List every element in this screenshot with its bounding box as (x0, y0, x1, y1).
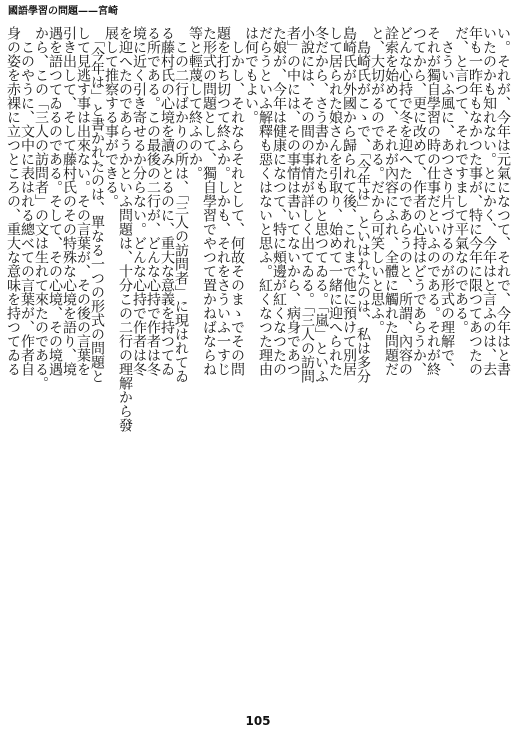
text-column: さういふ風に、あつさり片づけるのが形式の理解で、 (439, 26, 455, 376)
text-column: 小說には、その間の事情が詳しく出てゐる。「三人の訪問 (299, 26, 315, 383)
text-column: から、この「三人の訪問者」の文は生れて來たのである。 (33, 26, 49, 390)
text-column: 詮索を始めて、それが內容にふれ、全體に觸れた問題だ (383, 26, 399, 376)
text-column: して居られた娘さんを引取り、始めて一緒に迎へられた (327, 26, 343, 376)
text-column: 年も一昨年もなかつた事が、特に今年に限つてあつたの (467, 26, 483, 376)
running-header: 國語學習の問題——宮崎 (8, 6, 118, 17)
text-column: た娘が、今年は健康になつて、特に頰邊が紅くなつたの (271, 26, 287, 376)
text-column: は何でもよい。 (243, 26, 259, 124)
text-column: る所である。この最後の二行が、どんな心持で作者は冬 (145, 26, 161, 376)
text-column: して見逃す事は出來ない。その言葉が、その後の言葉を (75, 26, 91, 376)
text-column: 等と輕蔑して終ふのか。 (187, 26, 203, 180)
text-column: 展して推察する事ができる。 (103, 26, 119, 208)
text-column: 題を打ち切つて終ふか。しかも、それをさういふ一すじ (215, 26, 231, 376)
text-column: だらうといふ解釋も惡くはないと思ふ。紅くなつた理由 (257, 26, 273, 376)
text-column: 冬だから、さう書かれたものと思つてゐる。「嵐」といふ (313, 26, 329, 383)
text-column: 引き出して、そして藤村氏のその特殊な心境を語り、境 (61, 26, 77, 376)
text-column: いたのかも知れない。とにかく、今年はと言ふのは、去 (481, 26, 497, 376)
text-column: と、大切がるのである。だから可笑しいと思ふ。 (369, 26, 385, 334)
page-number: 105 (245, 714, 271, 728)
vertical-text-body (5, 26, 511, 706)
text-column: それが獨自學習の時の仕事だといふのである。それが終 (425, 26, 441, 376)
text-column: 境に近く引き寄せるか分らない。どんな心持で作者は冬 (131, 26, 147, 376)
text-column: 者」の中には、その事情は書いてないから、病身であつ (285, 26, 301, 376)
text-column: る藤村氏の心境を讀みとるのに、重大な意義を持つてゐ (159, 26, 175, 376)
text-column: つてから、更に改めて、作者の心持はどうであらうか、 (411, 26, 427, 376)
text-column: い。それが、今年は元氣になつて、それで、今年はと書 (495, 26, 511, 376)
text-column: このやうに、文中に表はれる總べての言葉が、作者自 (19, 26, 35, 376)
text-column: 身の姿を赤裸に立つところの、重大な意味を持つてゐる (5, 26, 21, 376)
text-column: を迎へたのであらうかといふ問題は、十分この二行の理解から發 (117, 26, 133, 432)
text-column: だ、と言つて、それですまして平氣なのである。 (453, 26, 469, 334)
text-column: この二行ばかりの所は、「三人の訪問者」に現はれてゐ (173, 26, 189, 383)
text-column: た形式の問題として、獨自學習でやつて置かねばならね (201, 26, 217, 376)
text-column: 島崎氏がこゝで、「今年は」といはれたのは、私は多分 (355, 26, 371, 383)
text-column: 遇を語つてゐるのである。そして、その心境、その境遇 (47, 26, 63, 376)
text-column: しかし、それならそれとして、何故そのまゝでその問 (229, 26, 245, 376)
text-column: 島崎氏が外國から歸られて後、これまで他に預けて別居 (341, 26, 357, 376)
text-column: どんな心持で冬を迎へたのであらうのと、所謂、內容の (397, 26, 413, 376)
text-column: 「今年は」と書かれたのは、單なる一つの形式の問題と (89, 26, 105, 383)
